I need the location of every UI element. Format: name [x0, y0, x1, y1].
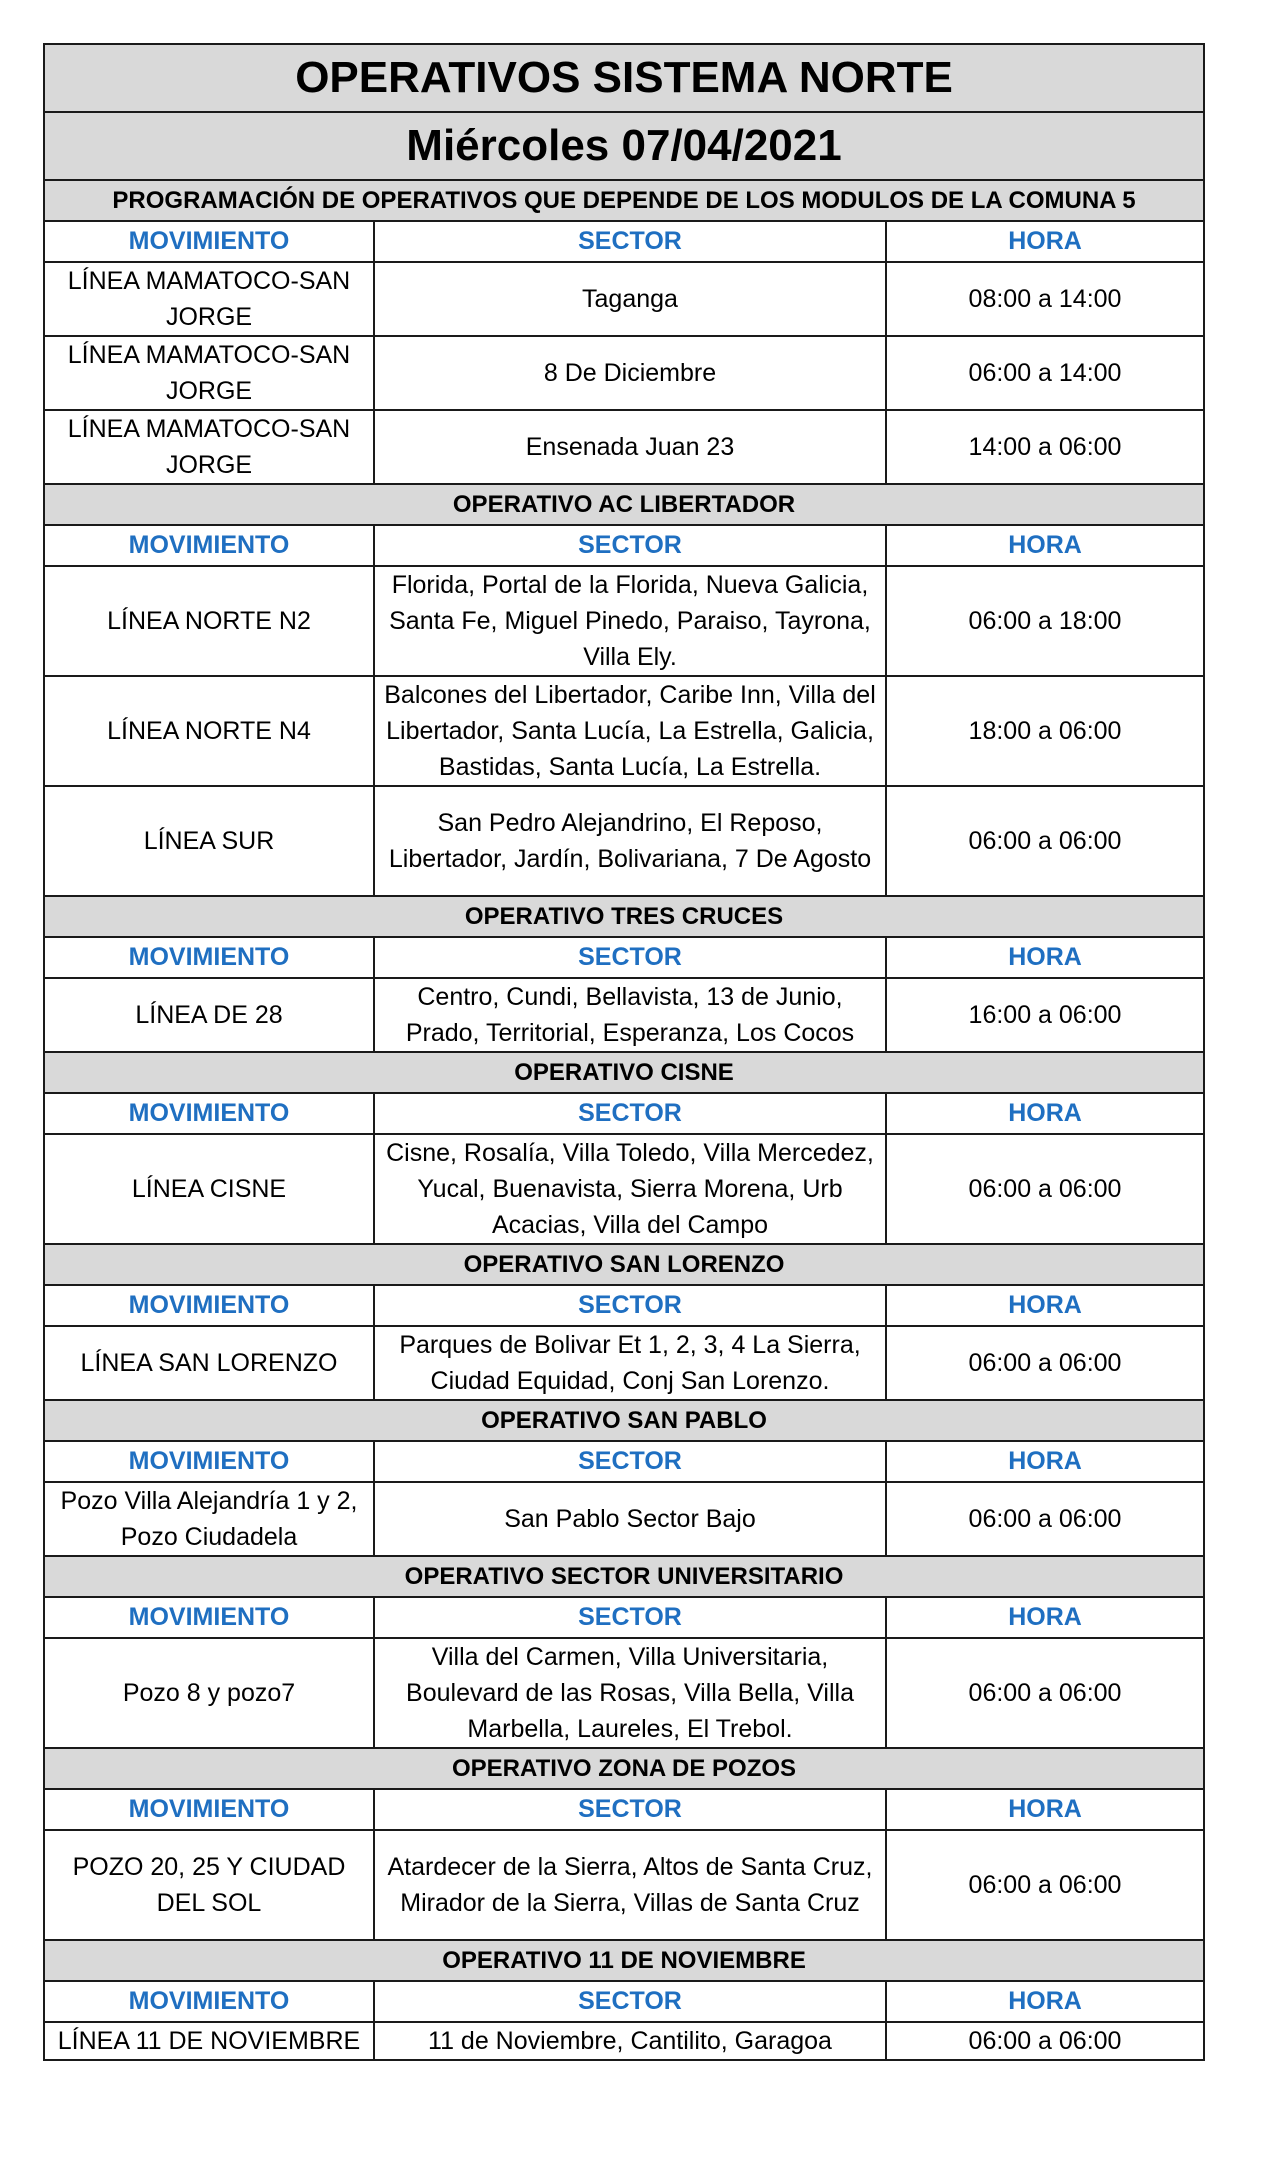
- cell-sector: Balcones del Libertador, Caribe Inn, Villa del Libertador, Santa Lucía, La Estrella, Galicia, Bastidas, Santa Lucía, La Estrella.: [374, 676, 886, 786]
- table-row: [44, 336, 1204, 410]
- column-header-row: [44, 221, 1204, 262]
- header-movimiento: MOVIMIENTO: [44, 937, 374, 978]
- column-header-row: [44, 1285, 1204, 1326]
- table-row: [44, 978, 1204, 1052]
- section-title-row: [44, 1244, 1204, 1285]
- table-row: [44, 786, 1204, 896]
- column-header-row: [44, 525, 1204, 566]
- cell-movimiento: LÍNEA NORTE N2: [44, 566, 374, 676]
- cell-sector: Centro, Cundi, Bellavista, 13 de Junio, Prado, Territorial, Esperanza, Los Cocos: [374, 978, 886, 1052]
- header-movimiento: MOVIMIENTO: [44, 221, 374, 262]
- table-row: [44, 1830, 1204, 1940]
- cell-sector: Parques de Bolivar Et 1, 2, 3, 4 La Sierra, Ciudad Equidad, Conj San Lorenzo.: [374, 1326, 886, 1400]
- header-sector: SECTOR: [374, 1441, 886, 1482]
- cell-hora: 06:00 a 06:00: [886, 2022, 1204, 2060]
- section-title: OPERATIVO CISNE: [44, 1052, 1204, 1093]
- table-row: [44, 410, 1204, 484]
- header-movimiento: MOVIMIENTO: [44, 1981, 374, 2022]
- header-sector: SECTOR: [374, 937, 886, 978]
- cell-hora: 06:00 a 06:00: [886, 1326, 1204, 1400]
- cell-sector: Villa del Carmen, Villa Universitaria, Boulevard de las Rosas, Villa Bella, Villa Marbella, Laureles, El Trebol.: [374, 1638, 886, 1748]
- header-movimiento: MOVIMIENTO: [44, 1789, 374, 1830]
- header-hora: HORA: [886, 1441, 1204, 1482]
- table-row: [44, 1326, 1204, 1400]
- cell-movimiento: LÍNEA MAMATOCO-SAN JORGE: [44, 262, 374, 336]
- cell-hora: 06:00 a 06:00: [886, 1638, 1204, 1748]
- header-movimiento: MOVIMIENTO: [44, 1441, 374, 1482]
- cell-sector: Ensenada Juan 23: [374, 410, 886, 484]
- cell-hora: 16:00 a 06:00: [886, 978, 1204, 1052]
- section-title-row: [44, 1556, 1204, 1597]
- section-title-row: [44, 896, 1204, 937]
- cell-hora: 06:00 a 06:00: [886, 1482, 1204, 1556]
- cell-movimiento: LÍNEA NORTE N4: [44, 676, 374, 786]
- title-row: [44, 44, 1204, 112]
- column-header-row: [44, 1093, 1204, 1134]
- header-hora: HORA: [886, 1981, 1204, 2022]
- cell-movimiento: LÍNEA MAMATOCO-SAN JORGE: [44, 336, 374, 410]
- header-sector: SECTOR: [374, 1093, 886, 1134]
- section-title-row: [44, 1052, 1204, 1093]
- header-sector: SECTOR: [374, 1981, 886, 2022]
- header-sector: SECTOR: [374, 221, 886, 262]
- cell-movimiento: LÍNEA SUR: [44, 786, 374, 896]
- page-title: OPERATIVOS SISTEMA NORTE: [44, 44, 1204, 112]
- cell-movimiento: POZO 20, 25 Y CIUDAD DEL SOL: [44, 1830, 374, 1940]
- section-title-row: [44, 484, 1204, 525]
- header-hora: HORA: [886, 525, 1204, 566]
- section-title: OPERATIVO SAN PABLO: [44, 1400, 1204, 1441]
- table-row: [44, 676, 1204, 786]
- section-title: OPERATIVO SAN LORENZO: [44, 1244, 1204, 1285]
- cell-movimiento: LÍNEA DE 28: [44, 978, 374, 1052]
- cell-movimiento: Pozo 8 y pozo7: [44, 1638, 374, 1748]
- cell-sector: Taganga: [374, 262, 886, 336]
- cell-sector: Atardecer de la Sierra, Altos de Santa Cruz, Mirador de la Sierra, Villas de Santa Cruz: [374, 1830, 886, 1940]
- table-row: [44, 566, 1204, 676]
- cell-hora: 06:00 a 14:00: [886, 336, 1204, 410]
- header-sector: SECTOR: [374, 1285, 886, 1326]
- header-movimiento: MOVIMIENTO: [44, 1285, 374, 1326]
- cell-movimiento: LÍNEA 11 DE NOVIEMBRE: [44, 2022, 374, 2060]
- header-hora: HORA: [886, 1285, 1204, 1326]
- cell-hora: 06:00 a 06:00: [886, 786, 1204, 896]
- page-date: Miércoles 07/04/2021: [44, 112, 1204, 180]
- section-title-row: [44, 1748, 1204, 1789]
- column-header-row: [44, 1441, 1204, 1482]
- cell-hora: 06:00 a 06:00: [886, 1830, 1204, 1940]
- header-hora: HORA: [886, 1093, 1204, 1134]
- header-movimiento: MOVIMIENTO: [44, 525, 374, 566]
- section-title: OPERATIVO TRES CRUCES: [44, 896, 1204, 937]
- section-title: OPERATIVO SECTOR UNIVERSITARIO: [44, 1556, 1204, 1597]
- table-row: [44, 1482, 1204, 1556]
- column-header-row: [44, 937, 1204, 978]
- cell-hora: 18:00 a 06:00: [886, 676, 1204, 786]
- cell-movimiento: Pozo Villa Alejandría 1 y 2, Pozo Ciudadela: [44, 1482, 374, 1556]
- cell-movimiento: LÍNEA SAN LORENZO: [44, 1326, 374, 1400]
- table-row: [44, 2022, 1204, 2060]
- cell-sector: Florida, Portal de la Florida, Nueva Galicia, Santa Fe, Miguel Pinedo, Paraiso, Tayrona, Villa Ely.: [374, 566, 886, 676]
- table-row: [44, 1638, 1204, 1748]
- operativos-table: [43, 43, 1205, 2061]
- header-hora: HORA: [886, 1597, 1204, 1638]
- header-sector: SECTOR: [374, 1789, 886, 1830]
- cell-movimiento: LÍNEA MAMATOCO-SAN JORGE: [44, 410, 374, 484]
- column-header-row: [44, 1597, 1204, 1638]
- header-sector: SECTOR: [374, 1597, 886, 1638]
- section-title: OPERATIVO AC LIBERTADOR: [44, 484, 1204, 525]
- section-title: OPERATIVO 11 DE NOVIEMBRE: [44, 1940, 1204, 1981]
- date-row: [44, 112, 1204, 180]
- section-title-row: [44, 1400, 1204, 1441]
- table-row: [44, 1134, 1204, 1244]
- cell-sector: 8 De Diciembre: [374, 336, 886, 410]
- cell-sector: 11 de Noviembre, Cantilito, Garagoa: [374, 2022, 886, 2060]
- header-hora: HORA: [886, 1789, 1204, 1830]
- cell-hora: 14:00 a 06:00: [886, 410, 1204, 484]
- column-header-row: [44, 1789, 1204, 1830]
- cell-hora: 06:00 a 18:00: [886, 566, 1204, 676]
- section-title-row: [44, 180, 1204, 221]
- cell-hora: 06:00 a 06:00: [886, 1134, 1204, 1244]
- header-sector: SECTOR: [374, 525, 886, 566]
- section-title-row: [44, 1940, 1204, 1981]
- column-header-row: [44, 1981, 1204, 2022]
- header-movimiento: MOVIMIENTO: [44, 1093, 374, 1134]
- header-hora: HORA: [886, 937, 1204, 978]
- header-movimiento: MOVIMIENTO: [44, 1597, 374, 1638]
- section-title: OPERATIVO ZONA DE POZOS: [44, 1748, 1204, 1789]
- table-row: [44, 262, 1204, 336]
- header-hora: HORA: [886, 221, 1204, 262]
- section-title: PROGRAMACIÓN DE OPERATIVOS QUE DEPENDE DE LOS MODULOS DE LA COMUNA 5: [44, 180, 1204, 221]
- cell-movimiento: LÍNEA CISNE: [44, 1134, 374, 1244]
- cell-sector: San Pedro Alejandrino, El Reposo, Libertador, Jardín, Bolivariana, 7 De Agosto: [374, 786, 886, 896]
- cell-sector: Cisne, Rosalía, Villa Toledo, Villa Mercedez, Yucal, Buenavista, Sierra Morena, Urb Acacias, Villa del Campo: [374, 1134, 886, 1244]
- cell-hora: 08:00 a 14:00: [886, 262, 1204, 336]
- cell-sector: San Pablo Sector Bajo: [374, 1482, 886, 1556]
